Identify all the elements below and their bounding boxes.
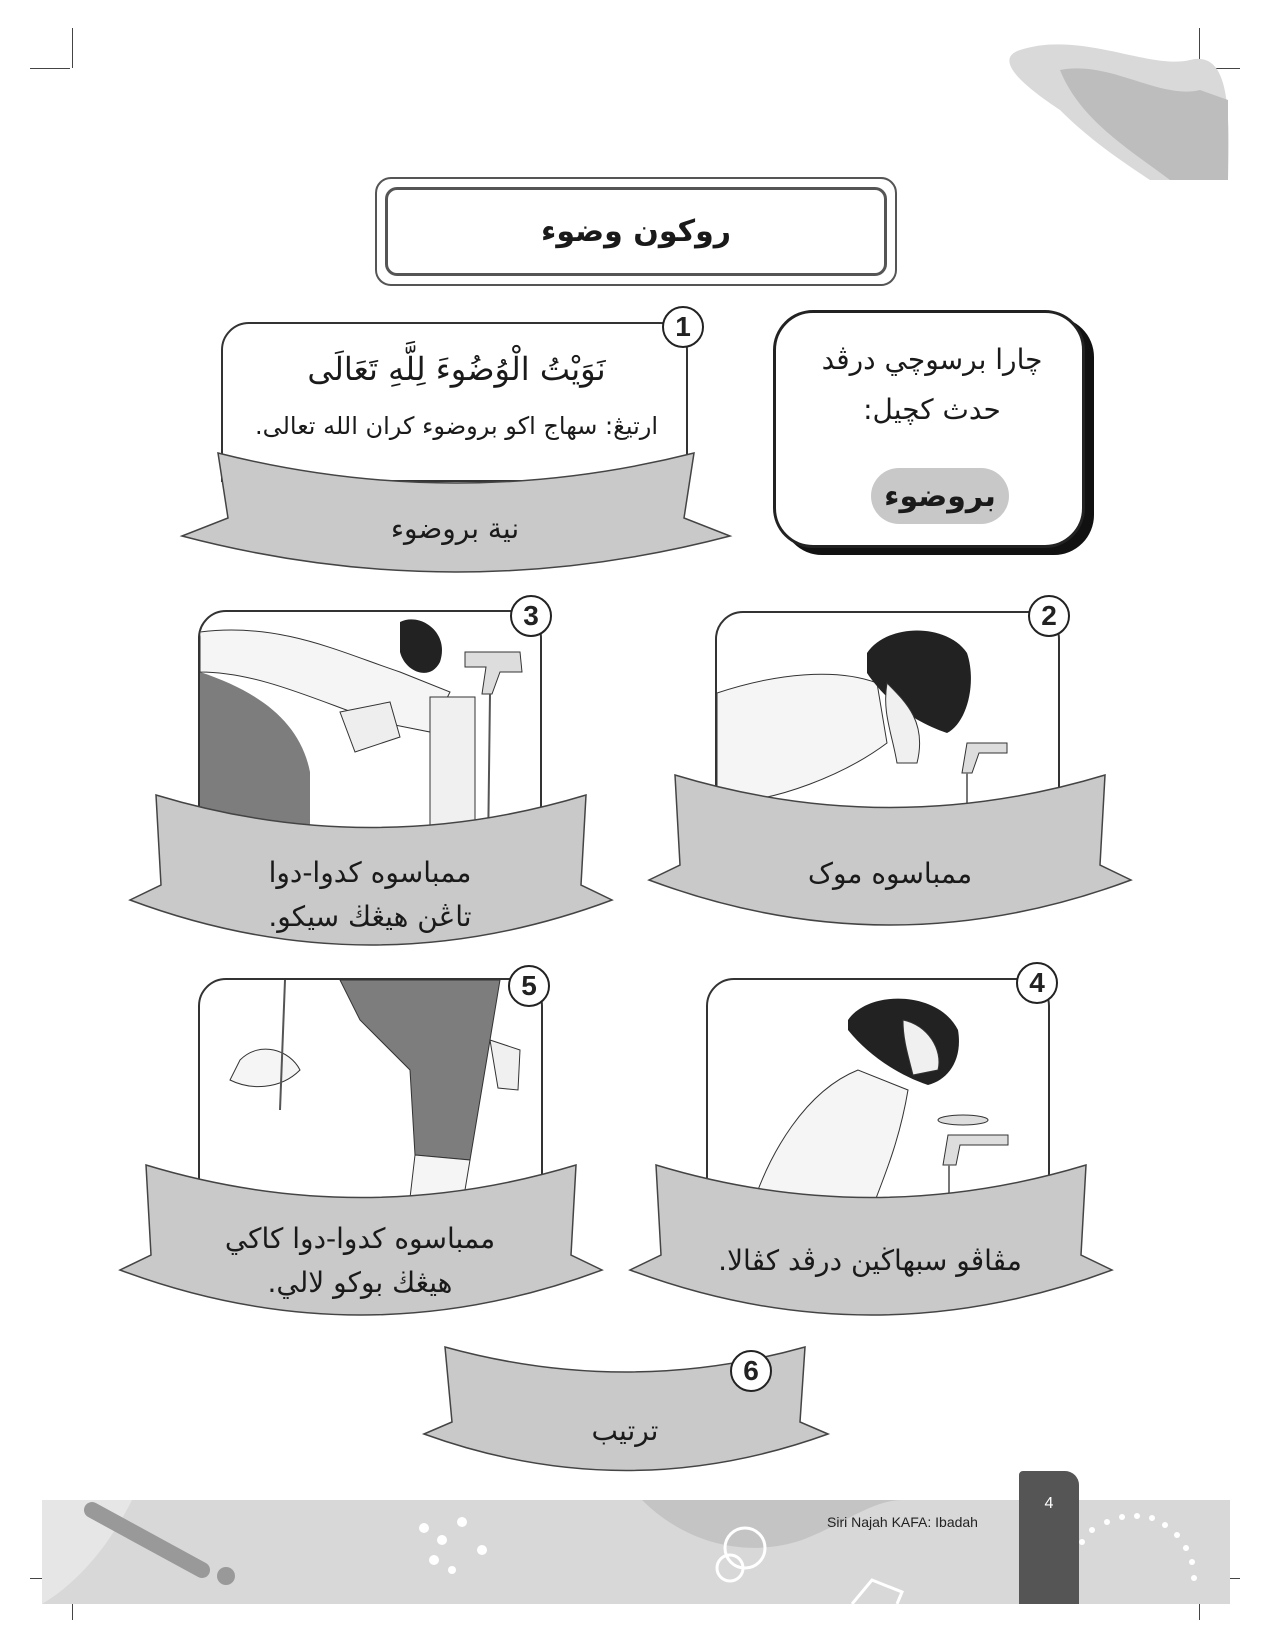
step-3-label-line2: تاڠن هيڠڬ سيکو.: [268, 900, 472, 933]
crop-mark: [72, 28, 73, 68]
page-number: 4: [1044, 1495, 1054, 1512]
page-title: روكون وضوء: [385, 187, 887, 276]
decorative-blob: [1000, 40, 1230, 180]
step-2-label: ممباسوه موک: [807, 857, 973, 890]
step-4-label: مڤاڤو سبهاڬين درڤد کڤالا.: [718, 1244, 1022, 1277]
page-tab: [1019, 1471, 1079, 1604]
niat-arabic: نَوَيْتُ الْوُضُوءَ لِلَّهِ تَعَالَى: [307, 350, 606, 388]
highlight-pill: بروضوء: [871, 468, 1009, 524]
step-number: 1: [662, 306, 704, 348]
step-number: 3: [510, 595, 552, 637]
step-5-label-line2: هيڠڬ بوکو لالي.: [267, 1266, 453, 1299]
step-3-label-line1: ممباسوه کدوا-دوا: [268, 856, 472, 889]
footer-series-title: Siri Najah KAFA: Ibadah: [827, 1514, 978, 1530]
step-1-label: نية بروضوء: [390, 512, 520, 545]
info-box: [773, 310, 1085, 548]
step-number: 6: [730, 1350, 772, 1392]
step-number: 2: [1028, 595, 1070, 637]
step-6-label: ترتيب: [591, 1414, 659, 1447]
step-5-label-line1: ممباسوه کدوا-دوا کاکي: [224, 1222, 496, 1255]
info-line-1: چارا برسوچي درڤد: [821, 343, 1043, 376]
info-line-2: حدث کچيل:: [863, 393, 1001, 426]
niat-meaning: ارتيڠ: سهاج اکو بروضوء کران الله تعالى.: [254, 412, 659, 440]
step-number: 4: [1016, 962, 1058, 1004]
title-frame: [375, 177, 897, 286]
step-number: 5: [508, 965, 550, 1007]
crop-mark: [30, 68, 70, 69]
